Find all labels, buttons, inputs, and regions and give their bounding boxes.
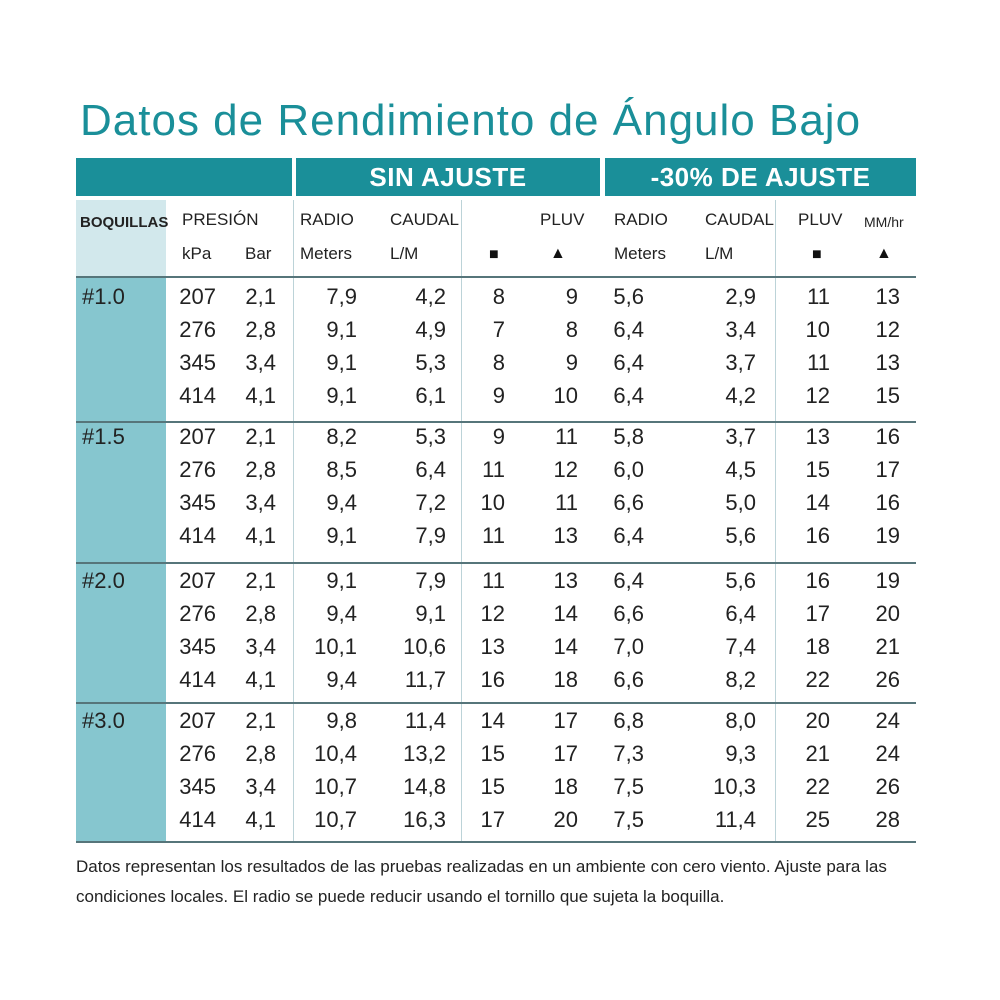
cell-pluv-triangle: 18 bbox=[553, 667, 578, 692]
cell-caudal: 10,6 bbox=[403, 634, 446, 659]
cell-radio-adj: 7,0 bbox=[613, 634, 644, 659]
cell-radio: 8,5 bbox=[326, 457, 357, 482]
cell-pluv-square: 7 bbox=[492, 317, 505, 342]
cell-caudal-adj: 8,2 bbox=[725, 667, 756, 692]
rule-header bbox=[76, 276, 916, 278]
cell-pluv-triangle-adj: 19 bbox=[875, 568, 900, 593]
cell-pluv-square: 15 bbox=[480, 774, 505, 799]
cell-pluv-triangle: 9 bbox=[565, 284, 578, 309]
cell-pluv-triangle: 11 bbox=[555, 424, 578, 449]
cell-radio-adj: 6,0 bbox=[613, 457, 644, 482]
cell-radio: 9,1 bbox=[326, 350, 357, 375]
cell-radio: 8,2 bbox=[326, 424, 357, 449]
cell-caudal: 4,9 bbox=[415, 317, 446, 342]
cell-bar: 3,4 bbox=[245, 774, 276, 799]
cell-pluv-triangle-adj: 28 bbox=[875, 807, 900, 832]
cell-caudal-adj: 7,4 bbox=[725, 634, 756, 659]
cell-pluv-square-adj: 15 bbox=[805, 457, 830, 482]
cell-pluv-square-adj: 25 bbox=[805, 807, 830, 832]
header-band-ajuste: -30% DE AJUSTE bbox=[605, 158, 916, 196]
cell-pluv-triangle: 13 bbox=[553, 568, 578, 593]
cell-pluv-triangle: 10 bbox=[553, 383, 578, 408]
cell-radio-adj: 7,3 bbox=[613, 741, 644, 766]
header-caudal-right: CAUDAL bbox=[705, 210, 774, 229]
cell-pluv-square: 9 bbox=[492, 424, 505, 449]
cell-bar: 2,8 bbox=[245, 601, 276, 626]
cell-bar: 4,1 bbox=[245, 807, 276, 832]
cell-pluv-triangle-adj: 13 bbox=[875, 350, 900, 375]
cell-radio-adj: 6,4 bbox=[613, 523, 644, 548]
header-lm-left: L/M bbox=[390, 244, 419, 263]
cell-caudal-adj: 5,6 bbox=[725, 568, 756, 593]
separator-caudal-left bbox=[461, 200, 462, 841]
cell-pluv-square-adj: 11 bbox=[807, 350, 830, 375]
separator-caudal-right bbox=[775, 200, 776, 841]
cell-radio: 9,1 bbox=[326, 383, 357, 408]
rule-bottom bbox=[76, 841, 916, 843]
square-icon-left: ■ bbox=[489, 246, 499, 263]
cell-pluv-triangle-adj: 24 bbox=[875, 708, 900, 733]
cell-bar: 2,1 bbox=[245, 568, 276, 593]
header-pluv-left: PLUV bbox=[540, 210, 585, 229]
rule-group-3 bbox=[76, 702, 916, 704]
cell-radio-adj: 6,6 bbox=[613, 490, 644, 515]
cell-bar: 3,4 bbox=[245, 634, 276, 659]
header-caudal-left: CAUDAL bbox=[390, 210, 459, 229]
cell-pluv-square: 15 bbox=[480, 741, 505, 766]
cell-kpa: 207 bbox=[179, 568, 216, 593]
separator-presion bbox=[293, 200, 294, 841]
cell-radio-adj: 7,5 bbox=[613, 774, 644, 799]
triangle-icon-left: ▲ bbox=[550, 245, 566, 262]
cell-caudal-adj: 4,2 bbox=[725, 383, 756, 408]
nozzle-column-bg bbox=[76, 276, 166, 841]
cell-radio-adj: 6,4 bbox=[613, 317, 644, 342]
cell-pluv-square-adj: 22 bbox=[805, 667, 830, 692]
cell-pluv-triangle-adj: 12 bbox=[875, 317, 900, 342]
cell-radio: 9,1 bbox=[326, 523, 357, 548]
cell-kpa: 276 bbox=[179, 741, 216, 766]
cell-radio: 9,4 bbox=[326, 601, 357, 626]
cell-kpa: 414 bbox=[179, 667, 216, 692]
cell-radio: 9,1 bbox=[326, 317, 357, 342]
cell-pluv-triangle: 18 bbox=[553, 774, 578, 799]
cell-pluv-triangle-adj: 21 bbox=[875, 634, 900, 659]
cell-caudal-adj: 5,0 bbox=[725, 490, 756, 515]
cell-radio-adj: 6,6 bbox=[613, 601, 644, 626]
cell-pluv-square: 12 bbox=[480, 601, 505, 626]
cell-kpa: 414 bbox=[179, 383, 216, 408]
cell-caudal-adj: 11,4 bbox=[714, 807, 756, 832]
rule-group-1 bbox=[76, 421, 916, 423]
cell-bar: 3,4 bbox=[245, 490, 276, 515]
cell-caudal-adj: 6,4 bbox=[725, 601, 756, 626]
cell-pluv-triangle-adj: 16 bbox=[875, 490, 900, 515]
cell-kpa: 276 bbox=[179, 601, 216, 626]
cell-bar: 2,1 bbox=[245, 708, 276, 733]
cell-radio: 9,4 bbox=[326, 667, 357, 692]
cell-pluv-square-adj: 21 bbox=[805, 741, 830, 766]
cell-bar: 2,1 bbox=[245, 284, 276, 309]
cell-caudal-adj: 2,9 bbox=[725, 284, 756, 309]
cell-pluv-triangle: 14 bbox=[553, 634, 578, 659]
cell-caudal: 6,1 bbox=[415, 383, 446, 408]
square-icon-right: ■ bbox=[812, 246, 822, 263]
header-radio-left: RADIO bbox=[300, 210, 354, 229]
cell-caudal: 4,2 bbox=[415, 284, 446, 309]
cell-pluv-triangle: 11 bbox=[555, 490, 578, 515]
cell-pluv-triangle-adj: 19 bbox=[875, 523, 900, 548]
cell-bar: 4,1 bbox=[245, 667, 276, 692]
cell-pluv-square-adj: 22 bbox=[805, 774, 830, 799]
cell-kpa: 345 bbox=[179, 350, 216, 375]
cell-pluv-triangle-adj: 26 bbox=[875, 667, 900, 692]
header-presion: PRESIÓN bbox=[182, 210, 259, 229]
cell-pluv-square: 14 bbox=[480, 708, 505, 733]
cell-caudal-adj: 9,3 bbox=[725, 741, 756, 766]
cell-kpa: 345 bbox=[179, 774, 216, 799]
cell-pluv-triangle: 13 bbox=[553, 523, 578, 548]
cell-kpa: 345 bbox=[179, 634, 216, 659]
cell-bar: 2,1 bbox=[245, 424, 276, 449]
cell-pluv-square: 17 bbox=[480, 807, 505, 832]
cell-radio: 9,4 bbox=[326, 490, 357, 515]
cell-pluv-square: 10 bbox=[480, 490, 505, 515]
cell-kpa: 207 bbox=[179, 424, 216, 449]
cell-pluv-triangle-adj: 15 bbox=[875, 383, 900, 408]
cell-pluv-square-adj: 10 bbox=[805, 317, 830, 342]
header-bar: Bar bbox=[245, 244, 272, 263]
cell-kpa: 207 bbox=[179, 284, 216, 309]
cell-pluv-triangle: 12 bbox=[553, 457, 578, 482]
cell-radio-adj: 5,8 bbox=[613, 424, 644, 449]
cell-pluv-triangle: 17 bbox=[553, 741, 578, 766]
cell-caudal: 16,3 bbox=[403, 807, 446, 832]
cell-pluv-square-adj: 18 bbox=[805, 634, 830, 659]
boquillas-header-bg bbox=[76, 200, 169, 276]
cell-caudal-adj: 3,4 bbox=[725, 317, 756, 342]
cell-pluv-square: 9 bbox=[492, 383, 505, 408]
separator-main bbox=[602, 158, 605, 841]
footnote: Datos representan los resultados de las pruebas realizadas en un ambiente con cero viento. Ajuste para las condiciones locales. El radio se puede reducir usando el tornillo que sujeta la boquilla. bbox=[76, 857, 887, 906]
cell-caudal-adj: 8,0 bbox=[725, 708, 756, 733]
cell-pluv-square: 11 bbox=[482, 523, 505, 548]
cell-radio: 9,1 bbox=[326, 568, 357, 593]
cell-caudal: 7,2 bbox=[415, 490, 446, 515]
cell-caudal: 11,7 bbox=[404, 667, 446, 692]
cell-pluv-triangle: 20 bbox=[553, 807, 578, 832]
header-band-sin-ajuste: SIN AJUSTE bbox=[296, 158, 600, 196]
cell-pluv-square-adj: 20 bbox=[805, 708, 830, 733]
cell-pluv-square-adj: 14 bbox=[805, 490, 830, 515]
nozzle-label: #1.5 bbox=[82, 424, 125, 449]
cell-pluv-triangle-adj: 17 bbox=[875, 457, 900, 482]
cell-caudal-adj: 5,6 bbox=[725, 523, 756, 548]
cell-pluv-square-adj: 16 bbox=[805, 523, 830, 548]
cell-pluv-square-adj: 12 bbox=[805, 383, 830, 408]
cell-radio: 10,4 bbox=[314, 741, 357, 766]
cell-radio: 10,7 bbox=[314, 774, 357, 799]
cell-pluv-triangle: 8 bbox=[565, 317, 578, 342]
cell-caudal: 7,9 bbox=[415, 568, 446, 593]
cell-pluv-square: 11 bbox=[482, 457, 505, 482]
cell-caudal: 5,3 bbox=[415, 424, 446, 449]
cell-radio-adj: 6,8 bbox=[613, 708, 644, 733]
cell-pluv-square: 11 bbox=[482, 568, 505, 593]
cell-kpa: 276 bbox=[179, 457, 216, 482]
nozzle-label: #2.0 bbox=[82, 568, 125, 593]
page-title: Datos de Rendimiento de Ángulo Bajo bbox=[80, 96, 862, 145]
cell-kpa: 414 bbox=[179, 523, 216, 548]
cell-bar: 2,8 bbox=[245, 741, 276, 766]
cell-radio-adj: 6,4 bbox=[613, 568, 644, 593]
cell-caudal-adj: 3,7 bbox=[725, 424, 756, 449]
cell-kpa: 207 bbox=[179, 708, 216, 733]
header-meters-left: Meters bbox=[300, 244, 352, 263]
header-kpa: kPa bbox=[182, 244, 212, 263]
cell-radio-adj: 6,6 bbox=[613, 667, 644, 692]
cell-caudal: 5,3 bbox=[415, 350, 446, 375]
rule-group-2 bbox=[76, 562, 916, 564]
cell-kpa: 414 bbox=[179, 807, 216, 832]
cell-pluv-triangle-adj: 13 bbox=[875, 284, 900, 309]
cell-pluv-square: 13 bbox=[480, 634, 505, 659]
cell-pluv-square-adj: 16 bbox=[805, 568, 830, 593]
cell-bar: 4,1 bbox=[245, 383, 276, 408]
cell-bar: 2,8 bbox=[245, 457, 276, 482]
header-lm-right: L/M bbox=[705, 244, 734, 263]
nozzle-label: #1.0 bbox=[82, 284, 125, 309]
nozzle-label: #3.0 bbox=[82, 708, 125, 733]
cell-radio-adj: 6,4 bbox=[613, 383, 644, 408]
cell-pluv-square: 16 bbox=[480, 667, 505, 692]
cell-caudal: 11,4 bbox=[404, 708, 446, 733]
cell-radio-adj: 6,4 bbox=[613, 350, 644, 375]
cell-caudal: 7,9 bbox=[415, 523, 446, 548]
cell-pluv-square: 8 bbox=[492, 350, 505, 375]
cell-radio-adj: 7,5 bbox=[613, 807, 644, 832]
cell-caudal-adj: 3,7 bbox=[725, 350, 756, 375]
cell-pluv-square-adj: 11 bbox=[807, 284, 830, 309]
triangle-icon-right: ▲ bbox=[876, 245, 892, 262]
header-band-blank bbox=[76, 158, 292, 196]
cell-radio-adj: 5,6 bbox=[613, 284, 644, 309]
cell-radio: 10,7 bbox=[314, 807, 357, 832]
cell-pluv-triangle: 9 bbox=[565, 350, 578, 375]
cell-radio: 10,1 bbox=[314, 634, 357, 659]
cell-bar: 2,8 bbox=[245, 317, 276, 342]
cell-caudal: 9,1 bbox=[415, 601, 446, 626]
cell-radio: 7,9 bbox=[326, 284, 357, 309]
cell-pluv-triangle-adj: 26 bbox=[875, 774, 900, 799]
cell-radio: 9,8 bbox=[326, 708, 357, 733]
cell-caudal: 13,2 bbox=[403, 741, 446, 766]
header-boquillas: BOQUILLAS bbox=[80, 214, 169, 231]
cell-kpa: 276 bbox=[179, 317, 216, 342]
header-mmhr: MM/hr bbox=[864, 214, 904, 230]
cell-kpa: 345 bbox=[179, 490, 216, 515]
cell-caudal-adj: 10,3 bbox=[713, 774, 756, 799]
cell-pluv-square-adj: 13 bbox=[805, 424, 830, 449]
cell-pluv-triangle-adj: 20 bbox=[875, 601, 900, 626]
cell-bar: 3,4 bbox=[245, 350, 276, 375]
cell-caudal: 6,4 bbox=[415, 457, 446, 482]
cell-pluv-triangle-adj: 16 bbox=[875, 424, 900, 449]
header-meters-right: Meters bbox=[614, 244, 666, 263]
cell-caudal-adj: 4,5 bbox=[725, 457, 756, 482]
cell-pluv-triangle: 17 bbox=[553, 708, 578, 733]
cell-caudal: 14,8 bbox=[403, 774, 446, 799]
header-radio-right: RADIO bbox=[614, 210, 668, 229]
cell-pluv-triangle: 14 bbox=[553, 601, 578, 626]
cell-pluv-square: 8 bbox=[492, 284, 505, 309]
header-pluv-right: PLUV bbox=[798, 210, 843, 229]
cell-bar: 4,1 bbox=[245, 523, 276, 548]
cell-pluv-square-adj: 17 bbox=[805, 601, 830, 626]
cell-pluv-triangle-adj: 24 bbox=[875, 741, 900, 766]
